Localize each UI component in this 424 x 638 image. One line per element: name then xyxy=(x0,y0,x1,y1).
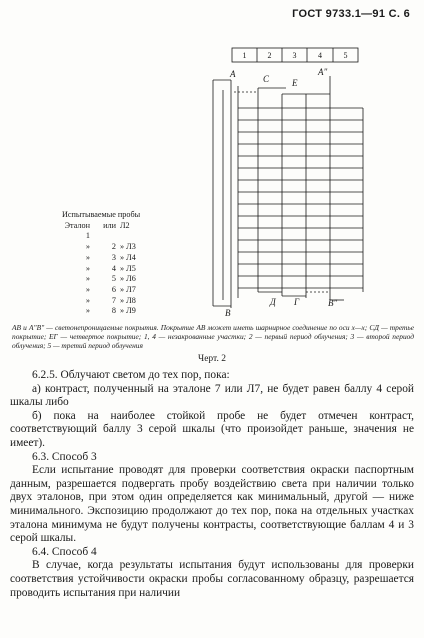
period-5: 5 xyxy=(343,51,348,60)
sample-row: » 8 » Л9 xyxy=(85,306,136,316)
sample-row: » 4 » Л5 xyxy=(85,263,136,273)
paragraph: а) контраст, полученный на эталоне 7 или Л7, не будет равен баллу 4 серой шкалы либо xyxy=(10,382,414,409)
paragraph: Если испытание проводят для проверки соответствия окраски паспортным данным, разрешается подвергать пробу воздействию света при наличии только двух эталонов, при этом один определяется как минимальный, другой — ниже минимального. Экспозицию продолжают до тех пор, пока на отдельных участках эталона минимума не будут получены контрасты, соответствующие баллам 4 и 3 серой шкалы. xyxy=(10,464,414,545)
diagram-letters xyxy=(225,67,337,318)
label-a: А xyxy=(230,69,236,79)
label-d: Д xyxy=(270,297,276,307)
sample-list-title: Испытываемые пробы xyxy=(62,210,141,219)
section-heading: 6.3. Способ 3 xyxy=(32,450,97,463)
section-heading: 6.4. Способ 4 xyxy=(32,545,97,558)
sample-row: » 7 » Л8 xyxy=(85,295,136,305)
period-2: 2 xyxy=(267,51,272,60)
sample-rows xyxy=(238,108,363,288)
figure-title: Черт. 2 xyxy=(198,354,226,364)
figure-caption: АВ и А"В" — светонепроницаемые покрытия. Покрытие АВ может иметь шарнирное соединение по оси x—x; СД — третье покрытие; ЕГ — четвертое покрытие; 1, 4 — незакрованные участки; 2 — первый период облучения; 3 — второй период облучения; 5 — третий период облучения xyxy=(12,323,414,350)
sample-row: » 5 » Л6 xyxy=(85,274,136,284)
label-b: В xyxy=(225,308,231,318)
period-4: 4 xyxy=(318,51,322,60)
page-header: ГОСТ 9733.1—91 С. 6 xyxy=(292,8,410,20)
period-1: 1 xyxy=(242,51,247,60)
sample-row: » 2 » Л3 xyxy=(85,242,136,252)
paragraph: В случае, когда результаты испытания будут использованы для проверки соответствия устойчивости окраски пробы согласованному образцу, разрешается проводить испытания при наличии xyxy=(10,559,414,599)
paragraph: 6.2.5. Облучают светом до тех пор, пока: xyxy=(32,369,230,381)
paragraph: б) пока на наиболее стойкой пробе не будет отмечен контраст, соответствующий баллу 3 серой шкалы (что произойдет раньше, значения не имеет). xyxy=(10,409,414,449)
label-c: С xyxy=(263,74,270,84)
label-e: Е xyxy=(292,78,298,88)
period-3: 3 xyxy=(292,51,297,60)
sample-row: » 6 » Л7 xyxy=(85,284,136,294)
label-b2: В" xyxy=(328,298,338,308)
sample-row: » 3 » Л4 xyxy=(85,252,136,262)
sample-row: Эталон 1 или Л2 xyxy=(64,220,130,241)
label-a2: А" xyxy=(318,67,328,77)
period-boxes xyxy=(232,48,358,62)
sample-list xyxy=(60,210,142,317)
body-text xyxy=(10,369,414,600)
label-g: Г xyxy=(294,297,300,307)
